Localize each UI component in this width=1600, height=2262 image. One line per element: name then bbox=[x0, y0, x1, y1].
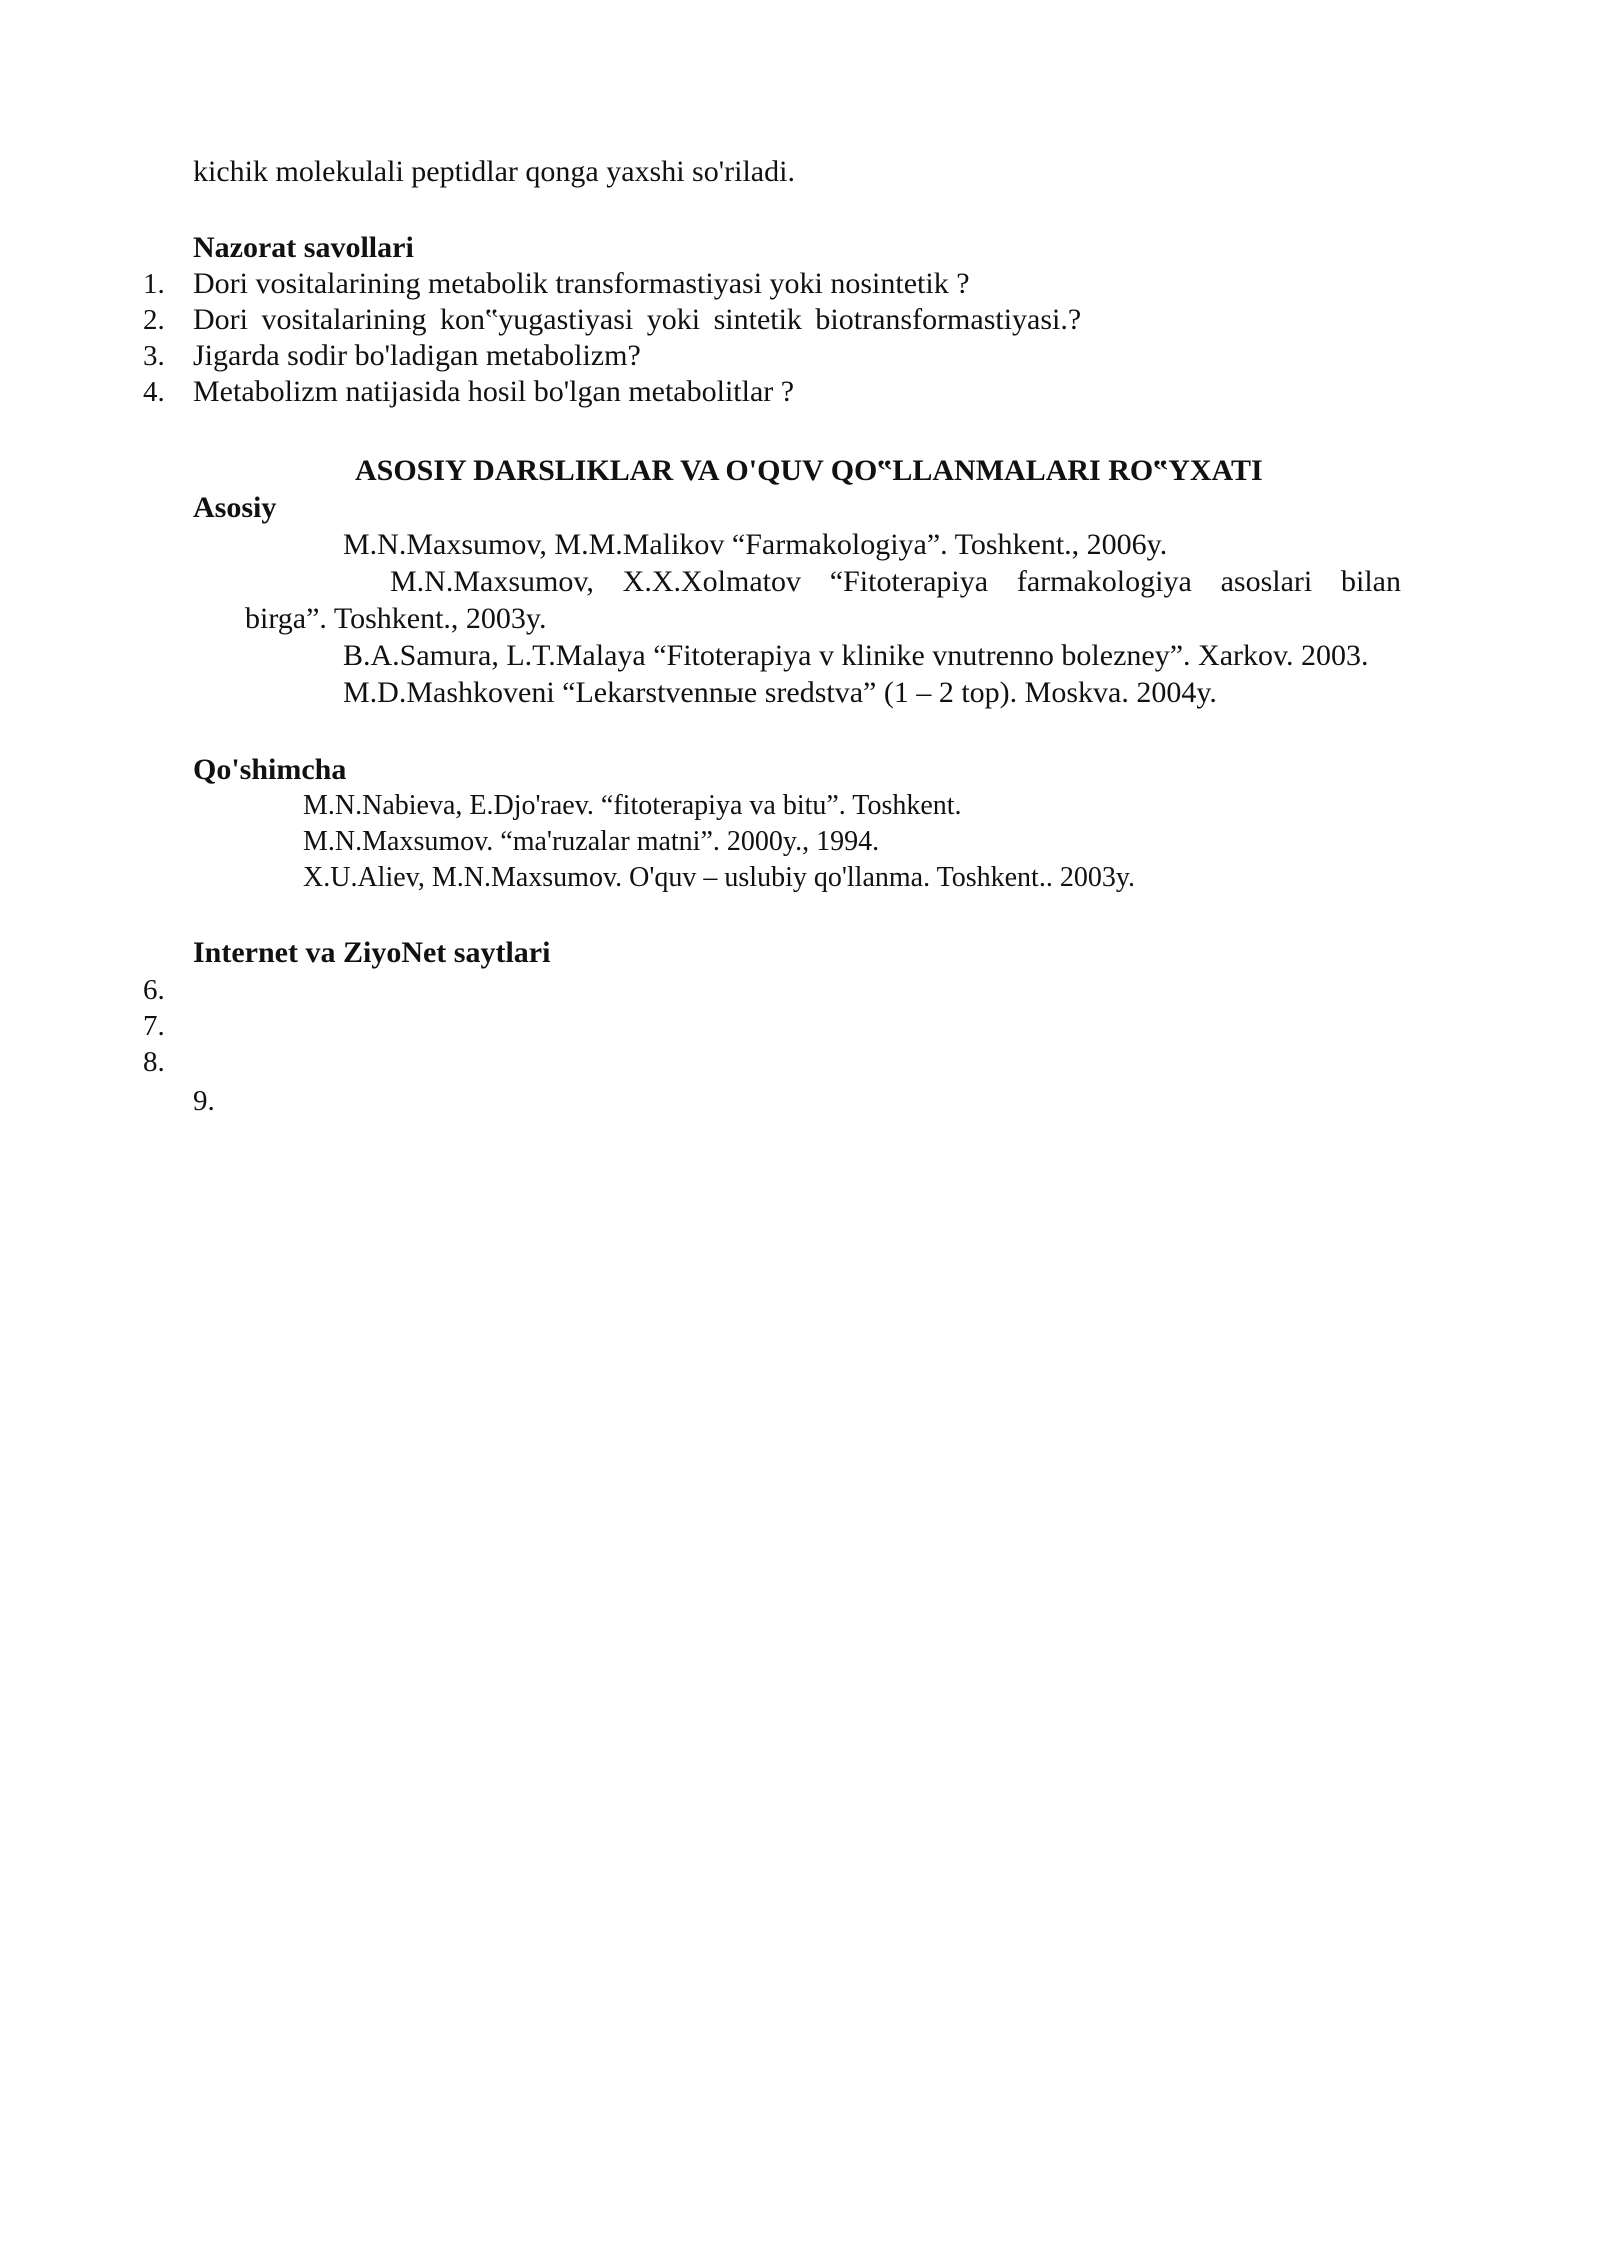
list-item-number: 7. bbox=[143, 1010, 165, 1042]
list-item-number: 4. bbox=[143, 376, 165, 408]
internet-heading: Internet va ZiyoNet saytlari bbox=[193, 936, 551, 969]
list-item: M.N.Maxsumov, X.X.Xolmatov “Fitoterapiya farmakologiya asoslari bilan bbox=[390, 565, 1401, 598]
list-item: B.A.Samura, L.T.Malaya “Fitoterapiya v klinike vnutrenno bolezney”. Xarkov. 2003. bbox=[343, 639, 1369, 672]
list-item-continuation: birga”. Toshkent., 2003y. bbox=[245, 602, 547, 635]
questions-heading: Nazorat savollari bbox=[193, 231, 414, 264]
list-item: M.N.Maxsumov. “ma'ruzalar matni”. 2000y., 1994. bbox=[303, 826, 880, 857]
list-item-text: Metabolizm natijasida hosil bo'lgan metabolitlar ? bbox=[193, 375, 795, 408]
list-item-text: Dori vositalarining metabolik transformastiyasi yoki nosintetik ? bbox=[193, 267, 970, 300]
literature-title: ASOSIY DARSLIKLAR VA O'QUV QO‟LLANMALARI RO‟YXATI bbox=[355, 454, 1263, 487]
list-item-number: 6. bbox=[143, 974, 165, 1006]
list-item-number: 9. bbox=[193, 1085, 215, 1117]
list-item-text: Jigarda sodir bo'ladigan metabolizm? bbox=[193, 339, 641, 372]
list-item-number: 2. bbox=[143, 304, 165, 336]
list-item-number: 3. bbox=[143, 340, 165, 372]
list-item-number: 8. bbox=[143, 1046, 165, 1078]
list-item: X.U.Aliev, M.N.Maxsumov. O'quv – uslubiy qo'llanma. Toshkent.. 2003y. bbox=[303, 862, 1136, 893]
additional-literature-heading: Qo'shimcha bbox=[193, 753, 347, 786]
list-item: M.N.Nabieva, E.Djo'raev. “fitoterapiya va bitu”. Toshkent. bbox=[303, 790, 962, 821]
list-item-text: Dori vositalarining kon‟yugastiyasi yoki sintetik biotransformastiyasi.? bbox=[193, 303, 1082, 336]
list-item: M.N.Maxsumov, M.M.Malikov “Farmakologiya”. Toshkent., 2006y. bbox=[343, 528, 1168, 561]
list-item-number: 1. bbox=[143, 268, 165, 300]
list-item: M.D.Mashkoveni “Lekarstvennыe sredstva” (1 – 2 top). Moskva. 2004y. bbox=[343, 676, 1217, 709]
main-literature-heading: Asosiy bbox=[193, 491, 277, 524]
intro-text: kichik molekulali peptidlar qonga yaxshi so'riladi. bbox=[193, 155, 795, 188]
